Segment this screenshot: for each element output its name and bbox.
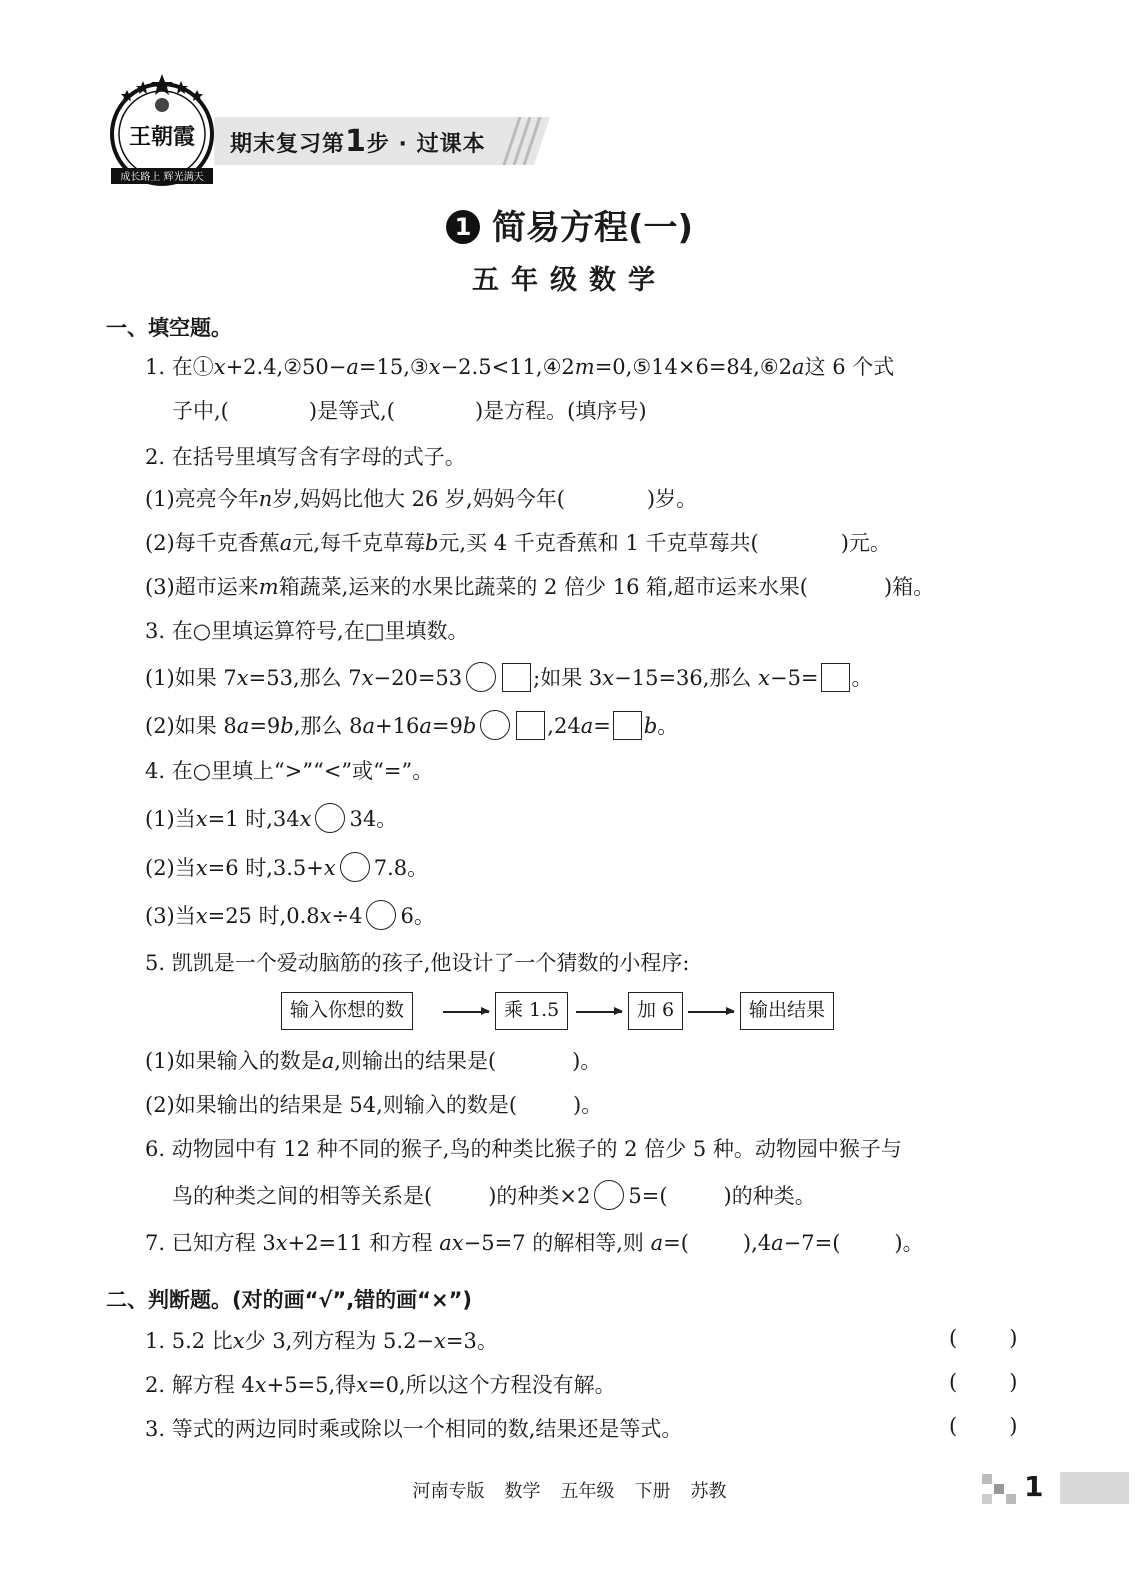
question-1-line-2: 子中,( )是等式,( )是方程。(填序号) [172, 399, 647, 423]
number-box [502, 663, 531, 692]
judge-item-2: 2. 解方程 4x+5=5,得x=0,所以这个方程没有解。 [145, 1373, 616, 1397]
question-4-1: (1)当x=1 时,34x 34。 [145, 803, 397, 834]
operator-circle [466, 662, 496, 692]
flow-arrow [576, 1011, 622, 1013]
question-3-2: (2)如果 8a=9b,那么 8a+16a=9b ,24a= b。 [145, 710, 678, 741]
compare-circle [315, 803, 345, 833]
question-4-3: (3)当x=25 时,0.8x÷4 6。 [145, 900, 435, 931]
number-box [516, 711, 545, 740]
question-3-1: (1)如果 7x=53,那么 7x−20=53 ;如果 3x−15=36,那么 x−5= 。 [145, 662, 873, 693]
page-number-bar [1060, 1472, 1129, 1504]
question-7: 7. 已知方程 3x+2=11 和方程 ax−5=7 的解相等,则 a=( ),4a−7=( )。 [145, 1231, 924, 1255]
question-2: 2. 在括号里填写含有字母的式子。 [145, 445, 466, 469]
flow-step-multiply: 乘 1.5 [495, 992, 568, 1030]
lesson-title: 1 简易方程(一) [0, 200, 1139, 249]
page-decoration [982, 1474, 1018, 1506]
question-2-3: (3)超市运来m箱蔬菜,运来的水果比蔬菜的 2 倍少 16 箱,超市运来水果( )箱。 [145, 575, 935, 599]
page-footer: 河南专版 数学 五年级 下册 苏教 [412, 1481, 727, 1502]
number-box [613, 711, 642, 740]
question-4-2: (2)当x=6 时,3.5+x 7.8。 [145, 852, 428, 883]
section-heading-fill-blank: 一、填空题。 [106, 316, 232, 340]
operator-circle [480, 710, 510, 740]
question-4: 4. 在○里填上“>”“<”或“=”。 [145, 759, 434, 783]
section-heading-true-false: 二、判断题。(对的画“√”,错的画“×”) [106, 1288, 472, 1312]
judge-item-1: 1. 5.2 比x少 3,列方程为 5.2−x=3。 [145, 1329, 498, 1353]
question-5: 5. 凯凯是一个爱动脑筋的孩子,他设计了一个猜数的小程序: [145, 951, 690, 975]
header-banner-text: 期末复习第1步 · 过课本 [230, 124, 486, 159]
svg-text:王朝霞: 王朝霞 [128, 124, 196, 150]
page-number: 1 [1024, 1470, 1044, 1503]
svg-text:成长路上 辉光满天: 成长路上 辉光满天 [120, 172, 204, 183]
question-3: 3. 在○里填运算符号,在□里填数。 [145, 619, 469, 643]
question-6-line-1: 6. 动物园中有 12 种不同的猴子,鸟的种类比猴子的 2 倍少 5 种。动物园中猴子与 [145, 1137, 902, 1161]
operator-circle [594, 1180, 624, 1210]
question-1-line-1: 1. 在①x+2.4,②50−a=15,③x−2.5<11,④2m=0,⑤14×6=84,⑥2a这 6 个式 [145, 355, 895, 379]
compare-circle [340, 852, 370, 882]
judge-answer-2[interactable]: ( ) [949, 1370, 1018, 1394]
brand-logo-badge [103, 72, 221, 190]
judge-answer-1[interactable]: ( ) [949, 1326, 1018, 1350]
flow-step-input: 输入你想的数 [281, 992, 413, 1030]
question-6-line-2: 鸟的种类之间的相等关系是( )的种类×2 5=( )的种类。 [172, 1180, 816, 1211]
question-5-2: (2)如果输出的结果是 54,则输入的数是( )。 [145, 1093, 603, 1117]
flow-step-output: 输出结果 [740, 992, 834, 1030]
flow-arrow [443, 1011, 489, 1013]
compare-circle [366, 900, 396, 930]
judge-item-3: 3. 等式的两边同时乘或除以一个相同的数,结果还是等式。 [145, 1417, 683, 1441]
subject-subtitle: 五年级数学 [472, 265, 667, 296]
judge-answer-3[interactable]: ( ) [949, 1414, 1018, 1438]
flow-step-add: 加 6 [628, 992, 683, 1030]
question-5-1: (1)如果输入的数是a,则输出的结果是( )。 [145, 1049, 602, 1073]
question-2-2: (2)每千克香蕉a元,每千克草莓b元,买 4 千克香蕉和 1 千克草莓共( )元。 [145, 531, 891, 555]
flow-arrow [688, 1011, 734, 1013]
question-2-1: (1)亮亮今年n岁,妈妈比他大 26 岁,妈妈今年( )岁。 [145, 487, 698, 511]
number-box [821, 663, 850, 692]
lesson-number-badge: 1 [446, 210, 480, 244]
